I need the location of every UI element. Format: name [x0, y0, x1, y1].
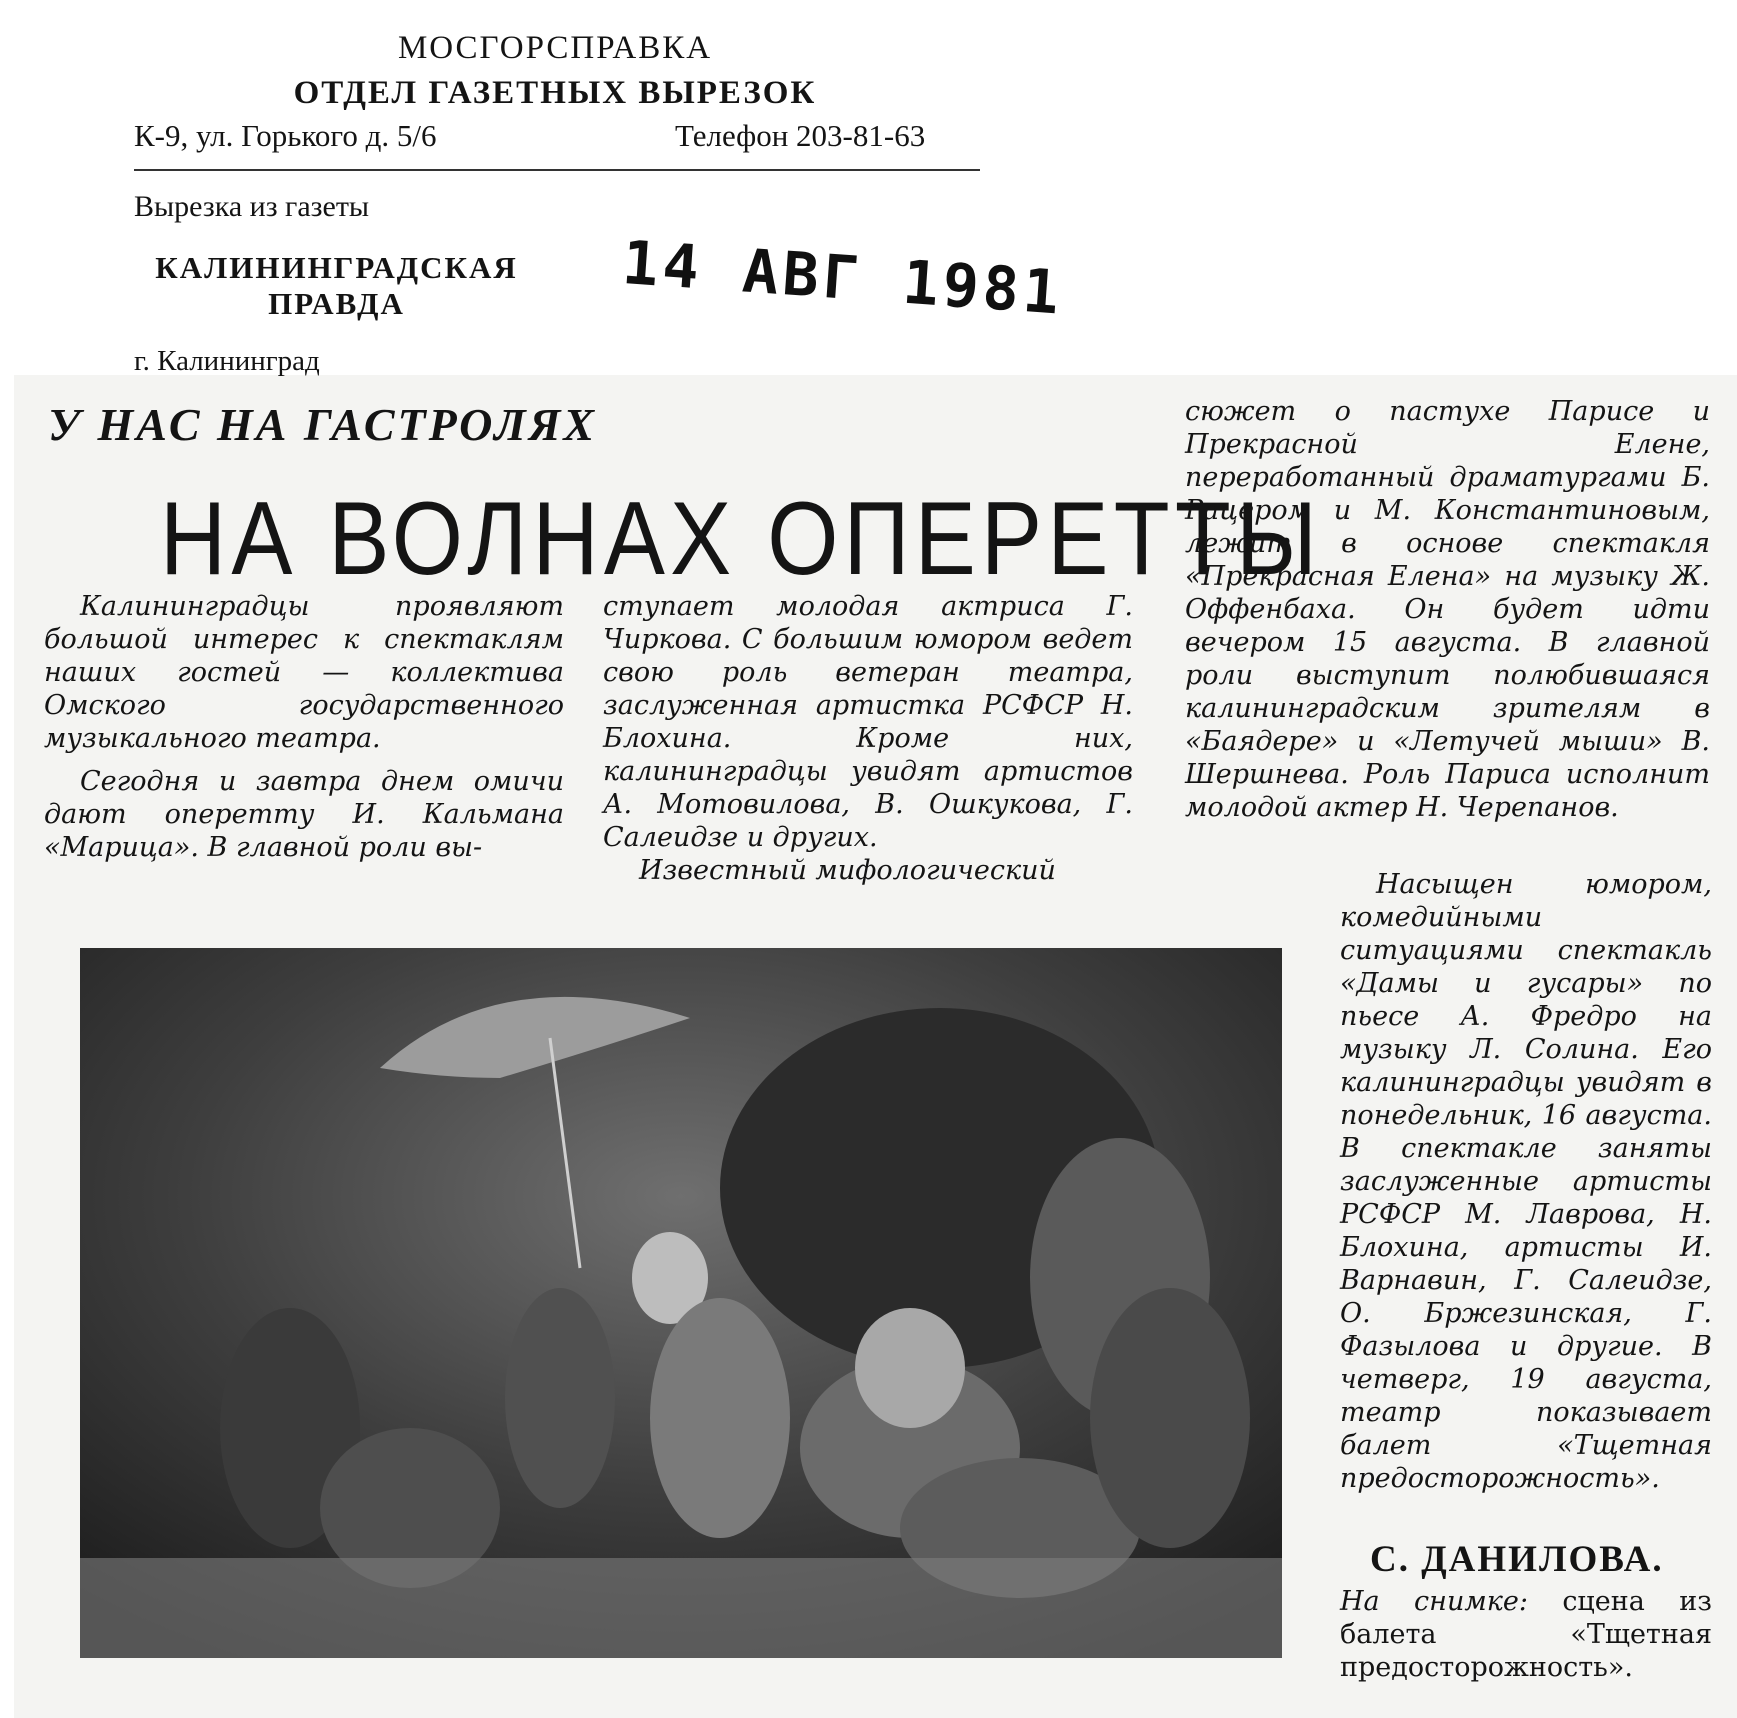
clipping-label: Вырезка из газеты [134, 190, 370, 223]
newspaper-name-line1: КАЛИНИНГРАДСКАЯ [155, 250, 518, 285]
agency-address: К-9, ул. Горького д. 5/6 [134, 118, 437, 153]
header-divider [134, 169, 980, 171]
photo-caption [1340, 1585, 1712, 1684]
article-column-4 [1340, 868, 1712, 1495]
ballet-scene-photo [80, 948, 1282, 1658]
photo-illustration [80, 948, 1282, 1658]
newspaper-name [134, 250, 539, 322]
rubric: У НАС НА ГАСТРОЛЯХ [48, 399, 598, 450]
newspaper-city: г. Калининград [134, 345, 320, 377]
caption-lead: На снимке: [1340, 1586, 1528, 1617]
department-name: ОТДЕЛ ГАЗЕТНЫХ ВЫРЕЗОК [293, 75, 817, 111]
article-column-2 [603, 590, 1133, 887]
headline: НА ВОЛНАХ ОПЕРЕТТЫ [160, 481, 1323, 597]
agency-name: МОСГОРСПРАВКА [397, 30, 713, 66]
agency-phone: Телефон 203-81-63 [675, 118, 926, 153]
author-signature: С. ДАНИЛОВА. [1370, 1539, 1664, 1580]
paragraph: Калининградцы проявляют большой интерес к спектаклям наших гостей — коллектива Омского государственного музыкального театра. [44, 591, 564, 754]
paragraph: Известный мифологический [639, 855, 1056, 886]
article-column-3 [1185, 395, 1710, 824]
paragraph: ступает молодая актриса Г. Чиркова. С большим юмором ведет свою роль ветеран театра, заслуженная артистка РСФСР Н. Блохина. Кроме них, калининградцы увидят артистов А. Мотовилова, В. Ошкукова, Г. Салеидзе и других. [603, 591, 1133, 853]
date-stamp: 14 АВГ 1981 [620, 228, 1066, 329]
newspaper-name-line2: ПРАВДА [268, 286, 405, 321]
caption-text: сцена из балета «Тщетная предосторожность». [1340, 1586, 1712, 1683]
article-column-1 [44, 590, 564, 864]
paragraph: Насыщен юмором, комедийными ситуациями спектакль «Дамы и гусары» по пьесе А. Фредро на музыку Л. Солина. Его калининградцы увидят в понедельник, 16 августа. В спектакле заняты заслуженные артисты РСФСР М. Лаврова, Н. Блохина, артисты И. Варнавин, Г. Салеидзе, О. Бржезинская, Г. Фазылова и другие. В четверг, 19 августа, театр показывает балет «Тщетная предосторожность». [1340, 869, 1712, 1494]
paragraph: сюжет о пастухе Парисе и Прекрасной Елене, переработанный драматургами Б. Рацером и М. Константиновым, лежит в основе спектакля «Прекрасная Елена» на музыку Ж. Оффенбаха. Он будет идти вечером 15 августа. В главной роли выступит полюбившаяся калининградским зрителям в «Баядере» и «Летучей мыши» В. Шершнева. Роль Париса исполнит молодой актер Н. Черепанов. [1185, 396, 1710, 823]
paragraph: Сегодня и завтра днем омичи дают оперетту И. Кальмана «Марица». В главной роли вы- [44, 766, 564, 863]
